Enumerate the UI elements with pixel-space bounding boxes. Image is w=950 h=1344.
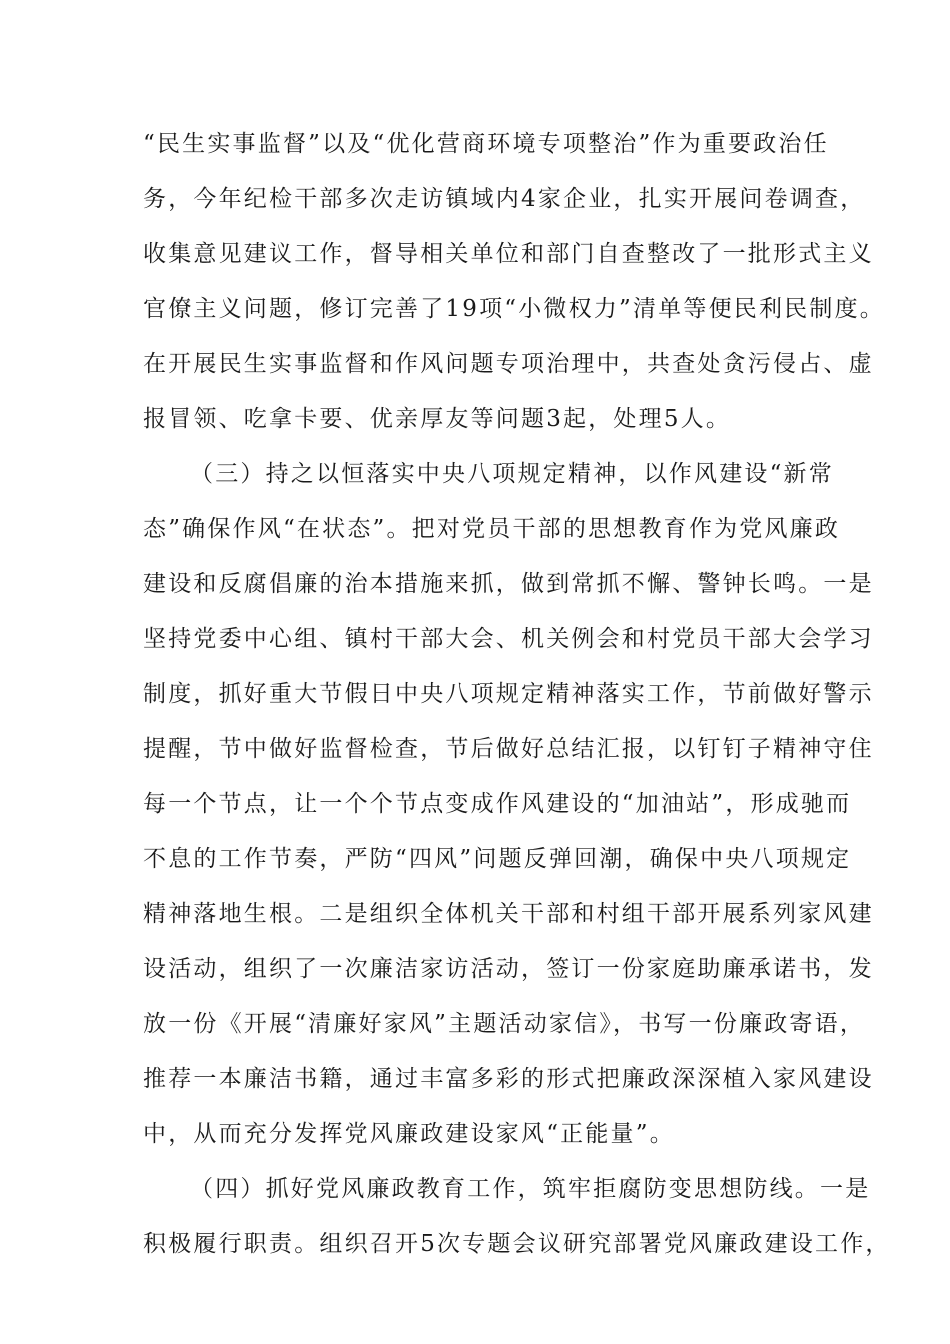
- text-line: 在开展民生实事监督和作风问题专项治理中，共查处贪污侵占、虚: [143, 351, 874, 377]
- text-line: 放一份《开展“清廉好家风”主题活动家信》，书写一份廉政寄语，: [143, 1011, 866, 1037]
- text-line: 坚持党委中心组、镇村干部大会、机关例会和村党员干部大会学习: [143, 626, 874, 652]
- text-line: 设活动，组织了一次廉洁家访活动，签订一份家庭助廉承诺书，发: [143, 956, 874, 982]
- text-line: 官僚主义问题，修订完善了19项“小微权力”清单等便民利民制度。: [143, 296, 885, 322]
- text-line: 态”确保作风“在状态”。把对党员干部的思想教育作为党风廉政: [143, 516, 841, 542]
- text-line: 收集意见建议工作，督导相关单位和部门自查整改了一批形式主义: [143, 241, 874, 267]
- section-heading-3: （三）持之以恒落实中央八项规定精神，以作风建设“新常: [190, 461, 834, 487]
- text-line: 中，从而充分发挥党风廉政建设家风“正能量”。: [143, 1121, 675, 1147]
- text-line: 务，今年纪检干部多次走访镇域内4家企业，扎实开展问卷调查，: [143, 186, 866, 212]
- text-line: “民生实事监督”以及“优化营商环境专项整治”作为重要政治任: [143, 131, 829, 157]
- text-line: 建设和反腐倡廉的治本措施来抓，做到常抓不懈、警钟长鸣。一是: [143, 571, 874, 597]
- section-heading-4: （四）抓好党风廉政教育工作，筑牢拒腐防变思想防线。一是: [190, 1176, 871, 1202]
- text-line: 精神落地生根。二是组织全体机关干部和村组干部开展系列家风建: [143, 901, 874, 927]
- text-line: 报冒领、吃拿卡要、优亲厚友等问题3起，处理5人。: [143, 406, 732, 432]
- text-line: 每一个节点，让一个个节点变成作风建设的“加油站”，形成驰而: [143, 791, 852, 817]
- text-line: 提醒，节中做好监督检查，节后做好总结汇报，以钉钉子精神守住: [143, 736, 874, 762]
- text-line: 制度，抓好重大节假日中央八项规定精神落实工作，节前做好警示: [143, 681, 874, 707]
- text-line: 不息的工作节奏，严防“四风”问题反弹回潮，确保中央八项规定: [143, 846, 852, 872]
- text-line: 推荐一本廉洁书籍，通过丰富多彩的形式把廉政深深植入家风建设: [143, 1066, 874, 1092]
- text-line: 积极履行职责。组织召开5次专题会议研究部署党风廉政建设工作，: [143, 1231, 891, 1257]
